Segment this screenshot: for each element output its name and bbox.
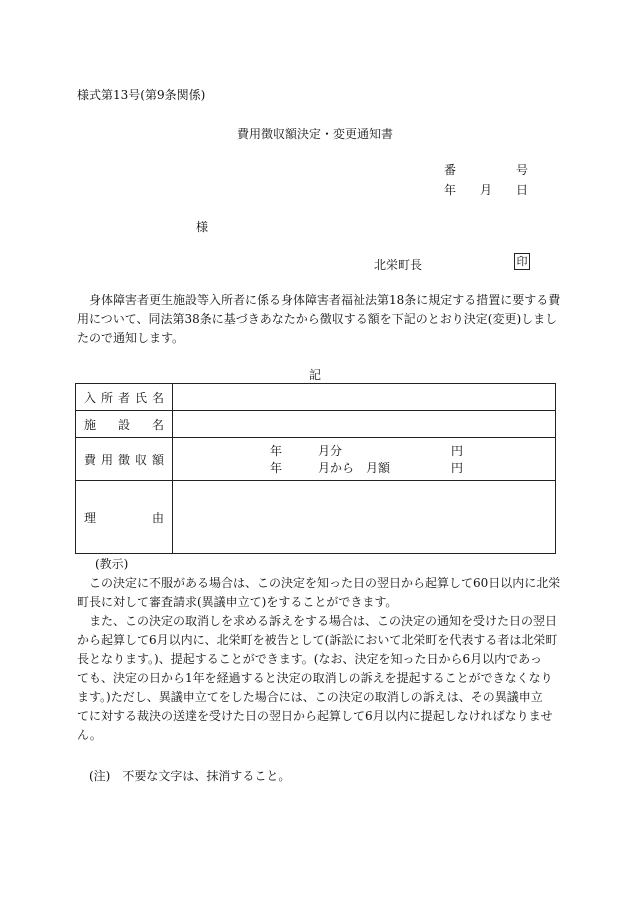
label-reason: 理 由 — [76, 481, 173, 554]
label-facility: 施 設 名 — [76, 411, 173, 438]
notice-line: ても、決定の日から1年を経過すると決定の取消しの訴えを提起することができなくなり — [77, 671, 553, 685]
notice-header: (教示) — [95, 557, 129, 571]
addressee-suffix: 様 — [196, 220, 209, 234]
note: (注) 不要な文字は、抹消すること。 — [89, 769, 291, 783]
table-row — [76, 438, 556, 481]
seal-mark — [514, 253, 530, 270]
notice-line: ます。)ただし、異議申立てをした場合には、この決定の取消しの訴えは、その異議申立 — [77, 690, 543, 704]
seal-icon: 印 — [514, 253, 530, 270]
body-paragraph — [77, 291, 561, 348]
reference-date: 年 月 日 — [444, 183, 529, 197]
table-row — [76, 384, 556, 411]
label-fee: 費 用 徴 収 額 — [76, 438, 173, 481]
notice-line: ん。 — [77, 728, 102, 742]
resident-name-field[interactable] — [173, 384, 556, 411]
body-line: 用について、同法第38条に基づきあなたから徴収する額を下記のとおり決定(変更)しまし — [77, 312, 558, 326]
reference-number: 番 号 — [444, 163, 529, 177]
fee-field[interactable] — [173, 438, 556, 481]
table-row — [76, 411, 556, 438]
notice-line: てに対する裁決の送達を受けた日の翌日から起算して6月以内に提起しなければなりませ — [77, 709, 553, 723]
record-table — [75, 383, 556, 554]
document-title: 費用徴収額決定・変更通知書 — [236, 127, 393, 141]
notice-line: また、この決定の取消しを求める訴えをする場合は、この決定の通知を受けた日の翌日 — [89, 614, 558, 628]
reason-field[interactable] — [173, 481, 556, 554]
fee-yen-label: 円 — [451, 444, 464, 458]
table-row — [76, 481, 556, 554]
facility-field[interactable] — [173, 411, 556, 438]
issuer-name: 北栄町長 — [374, 258, 423, 272]
body-line: たので通知します。 — [77, 331, 185, 345]
ki-heading: 記 — [308, 368, 321, 382]
form-number: 様式第13号(第9条関係) — [77, 88, 206, 102]
notice-paragraph — [77, 574, 561, 745]
notice-line: 長となります。)、提起することができます。(なお、決定を知った日から6月以内であっ — [77, 652, 542, 666]
notice-line: この決定に不服がある場合は、この決定を知った日の翌日から起算して60日以内に北栄 — [89, 576, 561, 590]
notice-line: 町長に対して審査請求(異議申立て)をすることができます。 — [77, 595, 398, 609]
label-resident-name: 入 所 者 氏 名 — [76, 384, 173, 411]
fee-month-label: 年 月分 — [270, 444, 343, 458]
fee-monthly-yen-label: 円 — [451, 461, 464, 475]
notice-line: から起算して6月以内に、北栄町を被告として(訴訟において北栄町を代表する者は北栄町 — [77, 633, 558, 647]
fee-monthly-label: 年 月から 月額 — [270, 461, 391, 475]
body-line: 身体障害者更生施設等入所者に係る身体障害者福祉法第18条に規定する措置に要する費 — [89, 293, 561, 307]
